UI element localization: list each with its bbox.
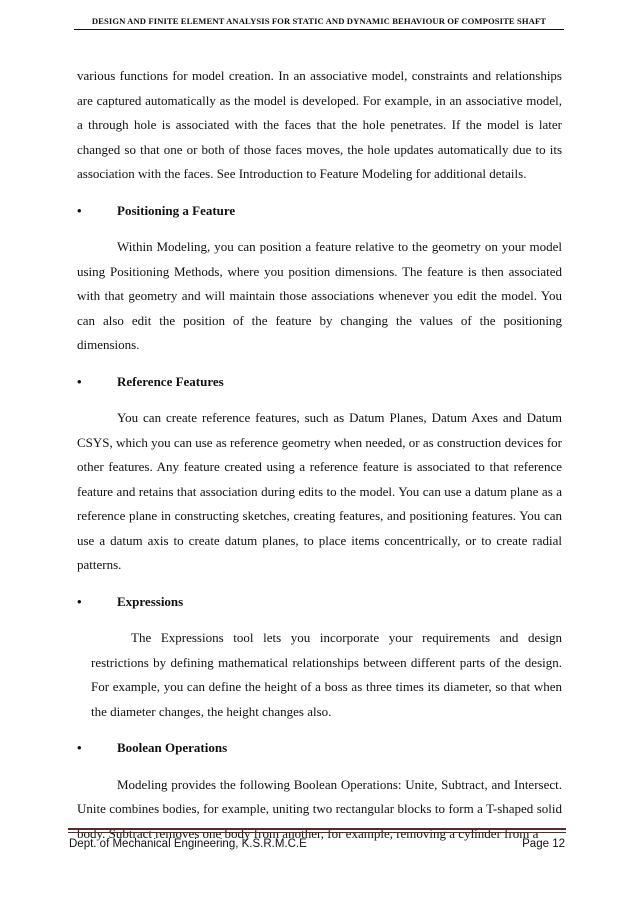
running-header: DESIGN AND FINITE ELEMENT ANALYSIS FOR STATIC AND DYNAMIC BEHAVIOUR OF COMPOSITE SHAFT	[91, 16, 547, 26]
section-heading-reference	[77, 370, 562, 395]
intro-paragraph: various functions for model creation. In an associative model, constraints and relationships are captured automatically as the model is developed. For example, in an associative model, a through hole is associated with the faces that the hole penetrates. If the model is later changed so that one or both of those faces moves, the hole updates automatically due to its association with the faces. See Introduction to Feature Modeling for additional details.	[77, 68, 562, 181]
footer-rule-thick	[68, 828, 566, 830]
footer-page-number: Page 12	[522, 838, 565, 850]
section-heading-label: Boolean Operations	[117, 740, 228, 755]
footer-department: Dept. of Mechanical Engineering, K.S.R.M.C.E	[69, 838, 307, 850]
page-body	[77, 64, 562, 846]
section-heading-positioning	[77, 199, 562, 224]
section-paragraph-positioning: Within Modeling, you can position a feature relative to the geometry on your model using Positioning Methods, where you position dimensions. The feature is then associated with that geometry and will maintain those associations whenever you edit the model. You can also edit the position of the feature by changing the values of the positioning dimensions.	[77, 239, 562, 352]
page-footer	[69, 838, 565, 850]
section-heading-expressions	[77, 590, 562, 615]
section-heading-label: Reference Features	[117, 373, 224, 389]
section-heading-label: Positioning a Feature	[117, 202, 236, 218]
section-paragraph-expressions: The Expressions tool lets you incorporate your requirements and design restrictions by defining mathematical relationships between different parts of the design. For example, you can define the height of a boss as three times its diameter, so that when the diameter changes, the height changes also.	[91, 630, 562, 719]
bullet-icon: •	[77, 373, 82, 389]
bullet-icon: •	[77, 740, 82, 755]
header-rule	[74, 29, 564, 30]
bullet-icon: •	[77, 593, 82, 609]
section-heading-label: Expressions	[117, 593, 184, 609]
section-heading-boolean	[77, 736, 562, 761]
section-paragraph-reference: You can create reference features, such as Datum Planes, Datum Axes and Datum CSYS, which you can use as reference geometry when needed, or as construction devices for other features. Any feature created using a reference feature is associated to that reference feature and retains that association during edits to the model. You can use a datum plane as a reference plane in constructing sketches, creating features, and positioning features. You can use a datum axis to create datum planes, to place items concentrically, or to create radial patterns.	[77, 410, 562, 572]
footer-rule-thin	[68, 832, 566, 833]
section-paragraph-boolean: Modeling provides the following Boolean Operations: Unite, Subtract, and Intersect. Unite combines bodies, for example, uniting two rectangular blocks to form a T-shaped solid body. Subtract removes one body from another, for example, removing a cylinder from a	[77, 776, 562, 841]
bullet-icon: •	[77, 202, 82, 218]
